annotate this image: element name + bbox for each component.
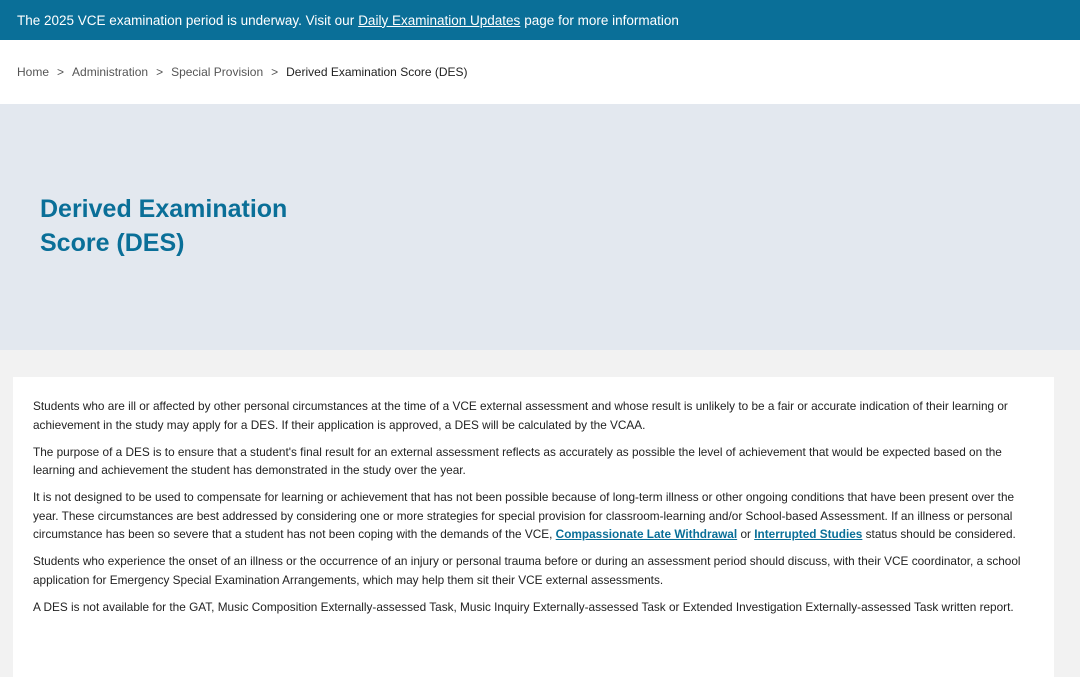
content-paragraph: A DES is not available for the GAT, Music Composition Externally-assessed Task, Music Inquiry Externally-assessed Task or Extended Investigation Externally-assessed Task written report. — [33, 599, 1014, 614]
paragraph-text: It is not designed to be used to compensate for learning or achievement that has not been possible because of long-term illness or other ongoing conditions that have been present over the year. These circumstances are best addressed by considering one or more strategies for special provision for classroom-learning and/or School-based Assessment. If an illness or personal circumstance has been so severe that a student has not been coping with the demands of the VCE, — [33, 490, 1015, 541]
content-paragraph — [33, 488, 1034, 544]
breadcrumb-separator: > — [271, 65, 279, 79]
breadcrumb-separator: > — [57, 65, 65, 79]
breadcrumb-special-provision[interactable]: Special Provision — [171, 65, 264, 79]
breadcrumb-administration[interactable]: Administration — [72, 65, 149, 79]
main-content — [13, 377, 1054, 677]
breadcrumb-current: Derived Examination Score (DES) — [286, 65, 468, 79]
daily-exam-updates-link[interactable]: Daily Examination Updates — [358, 12, 521, 28]
paragraph-text: or — [740, 527, 751, 541]
content-paragraph: The purpose of a DES is to ensure that a student's final result for an external assessment reflects as accurately as possible the level of achievement that would be expected based on the learning and achievement the student has demonstrated in the study over the year. — [33, 444, 1002, 477]
breadcrumb-home[interactable]: Home — [17, 65, 50, 79]
paragraph-text: status should be considered. — [865, 527, 1016, 541]
breadcrumb-separator: > — [156, 65, 164, 79]
breadcrumb — [0, 40, 1080, 104]
content-paragraph: Students who experience the onset of an illness or the occurrence of an injury or personal trauma before or during an assessment period should discuss, with their VCE coordinator, a school application for Emergency Special Examination Arrangements, which may help them sit their VCE external assessments. — [33, 554, 1021, 587]
page-title: Derived Examination Score (DES) — [40, 195, 288, 257]
announcement-bar — [0, 0, 1080, 40]
content-paragraph: Students who are ill or affected by other personal circumstances at the time of a VCE external assessment and whose result is unlikely to be a fair or accurate indication of their learning or achievement in the study may apply for a DES. If their application is approved, a DES will be calculated by the VCAA. — [33, 399, 1008, 432]
page-hero — [0, 104, 1080, 350]
compassionate-late-withdrawal-link[interactable]: Compassionate Late Withdrawal — [555, 527, 738, 541]
announcement-text: The 2025 VCE examination period is underway. Visit our — [17, 12, 355, 28]
announcement-text-end: page for more information — [524, 12, 679, 28]
interrupted-studies-link[interactable]: Interrupted Studies — [754, 527, 863, 541]
